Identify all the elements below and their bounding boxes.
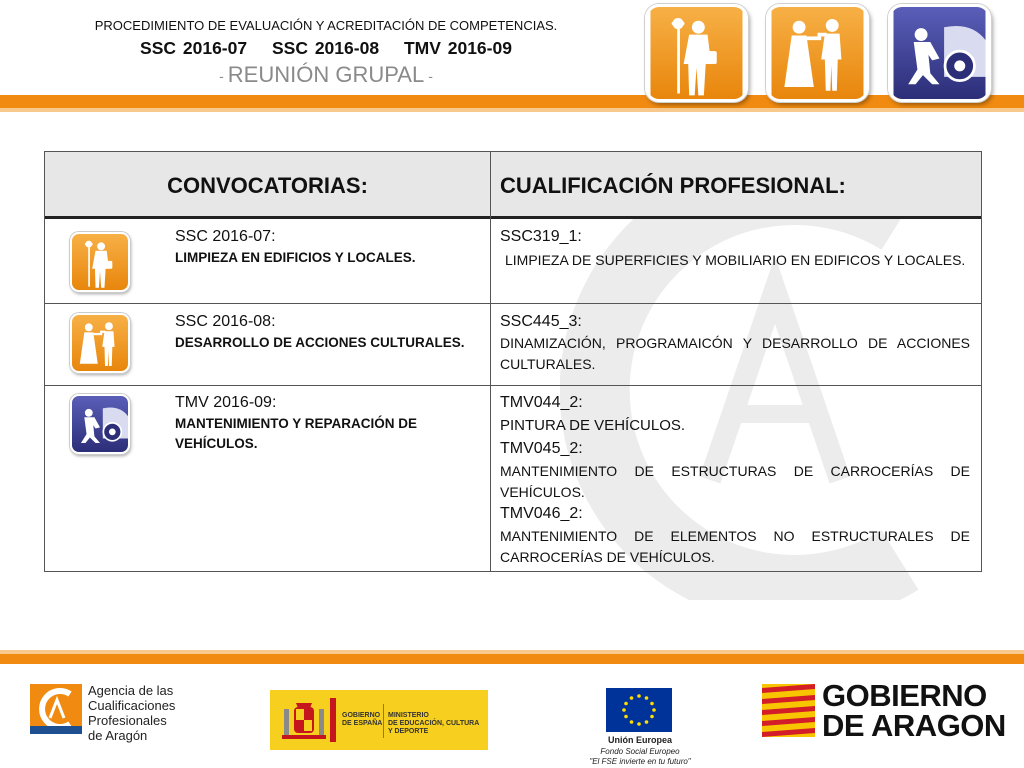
eu-fund: Fondo Social Europeo (600, 747, 680, 756)
top-orange-stripe (0, 95, 1024, 108)
cleaning-worker-icon (70, 232, 130, 292)
agency-name (88, 683, 175, 743)
qualification-name: MANTENIMIENTO DE ESTRUCTURAS DE CARROCERÍAS DE VEHÍCULOS. (500, 463, 970, 500)
convocation-name: MANTENIMIENTO Y REPARACIÓN DE VEHÍCULOS. (175, 416, 418, 451)
table-header (45, 152, 981, 219)
aragon-flag-icon (762, 684, 815, 737)
cleaning-worker-icon (645, 4, 748, 102)
qualification-name: MANTENIMIENTO DE ELEMENTOS NO ESTRUCTURALES DE CARROCERÍAS DE VEHÍCULOS. (500, 528, 970, 565)
header-convocatorias: CONVOCATORIAS: (167, 173, 368, 198)
qualification-code: TMV044_2: (500, 394, 583, 411)
agency-line: Cualificaciones (88, 698, 176, 713)
row-divider (45, 303, 981, 304)
column-divider (490, 152, 491, 571)
aragon-government-line1: GOBIERNO (822, 678, 987, 713)
aragon-government-line2: DE ARAGON (822, 708, 1006, 743)
vehicle-mechanic-icon (888, 4, 991, 102)
spain-red-bar (330, 698, 336, 742)
qualification-name: PINTURA DE VEHÍCULOS. (500, 417, 686, 434)
qualification-code: SSC319_1: (500, 228, 582, 245)
cultural-activity-icon (766, 4, 869, 102)
agency-line: Agencia de las (88, 683, 174, 698)
header-cualificacion: CUALIFICACIÓN PROFESIONAL: (500, 173, 846, 198)
agency-logo-icon (30, 684, 82, 734)
eu-flag-icon (606, 688, 672, 732)
spain-government-logo (270, 690, 488, 750)
convocation-name: LIMPIEZA EN EDIFICIOS Y LOCALES. (175, 250, 416, 265)
convocation-name: DESARROLLO DE ACCIONES CULTURALES. (175, 335, 465, 350)
agency-line: Profesionales (88, 713, 167, 728)
qualification-name: LIMPIEZA DE SUPERFICIES Y MOBILIARIO EN EDIFICOS Y LOCALES. (505, 252, 966, 268)
gobierno-line: GOBIERNO (342, 712, 381, 719)
eu-motto: "El FSE invierte en tu futuro" (589, 757, 691, 766)
convocation-code: TMV 2016-09: (175, 394, 277, 411)
meeting-subtitle (0, 62, 652, 88)
qualification-name: DINAMIZACIÓN, PROGRAMAICÓN Y DESARROLLO DE ACCIONES CULTURALES. (500, 335, 970, 372)
top-light-stripe (0, 108, 1024, 112)
subtitle-text: REUNIÓN GRUPAL (227, 62, 425, 87)
vehicle-mechanic-icon (70, 394, 130, 454)
convocation-code: SSC 2016-08: (175, 313, 276, 330)
convocation-code: SSC 2016-07: (175, 228, 276, 245)
ministerio-text (388, 712, 479, 736)
code-tmv-2016-09: TMV 2016-09 (403, 38, 512, 58)
ministerio-line: DE EDUCACIÓN, CULTURA (388, 720, 480, 727)
gobierno-line: DE ESPAÑA (342, 720, 383, 727)
qualification-code: TMV046_2: (500, 505, 583, 522)
ministerio-line: Y DEPORTE (388, 728, 429, 735)
eu-title: Unión Europea (607, 735, 672, 745)
dash-left: - (219, 68, 224, 85)
qualification-code: SSC445_3: (500, 313, 582, 330)
code-ssc-2016-08: SSC 2016-08 (271, 38, 380, 58)
logo-separator (383, 704, 384, 738)
gobierno-espana-text (342, 712, 382, 728)
bottom-orange-stripe (0, 654, 1024, 664)
qualification-code: TMV045_2: (500, 440, 583, 457)
procedure-title: PROCEDIMIENTO DE EVALUACIÓN Y ACREDITACIÓN DE COMPETENCIAS. (94, 18, 558, 33)
spain-crest-icon (280, 697, 328, 743)
convocation-codes (0, 38, 652, 59)
dash-right: - (428, 68, 433, 85)
code-ssc-2016-07: SSC 2016-07 (140, 38, 248, 58)
convocations-table (44, 151, 982, 572)
agency-line: de Aragón (88, 728, 148, 743)
row-divider (45, 385, 981, 386)
cultural-activity-icon (70, 313, 130, 373)
ministerio-line: MINISTERIO (388, 712, 429, 719)
